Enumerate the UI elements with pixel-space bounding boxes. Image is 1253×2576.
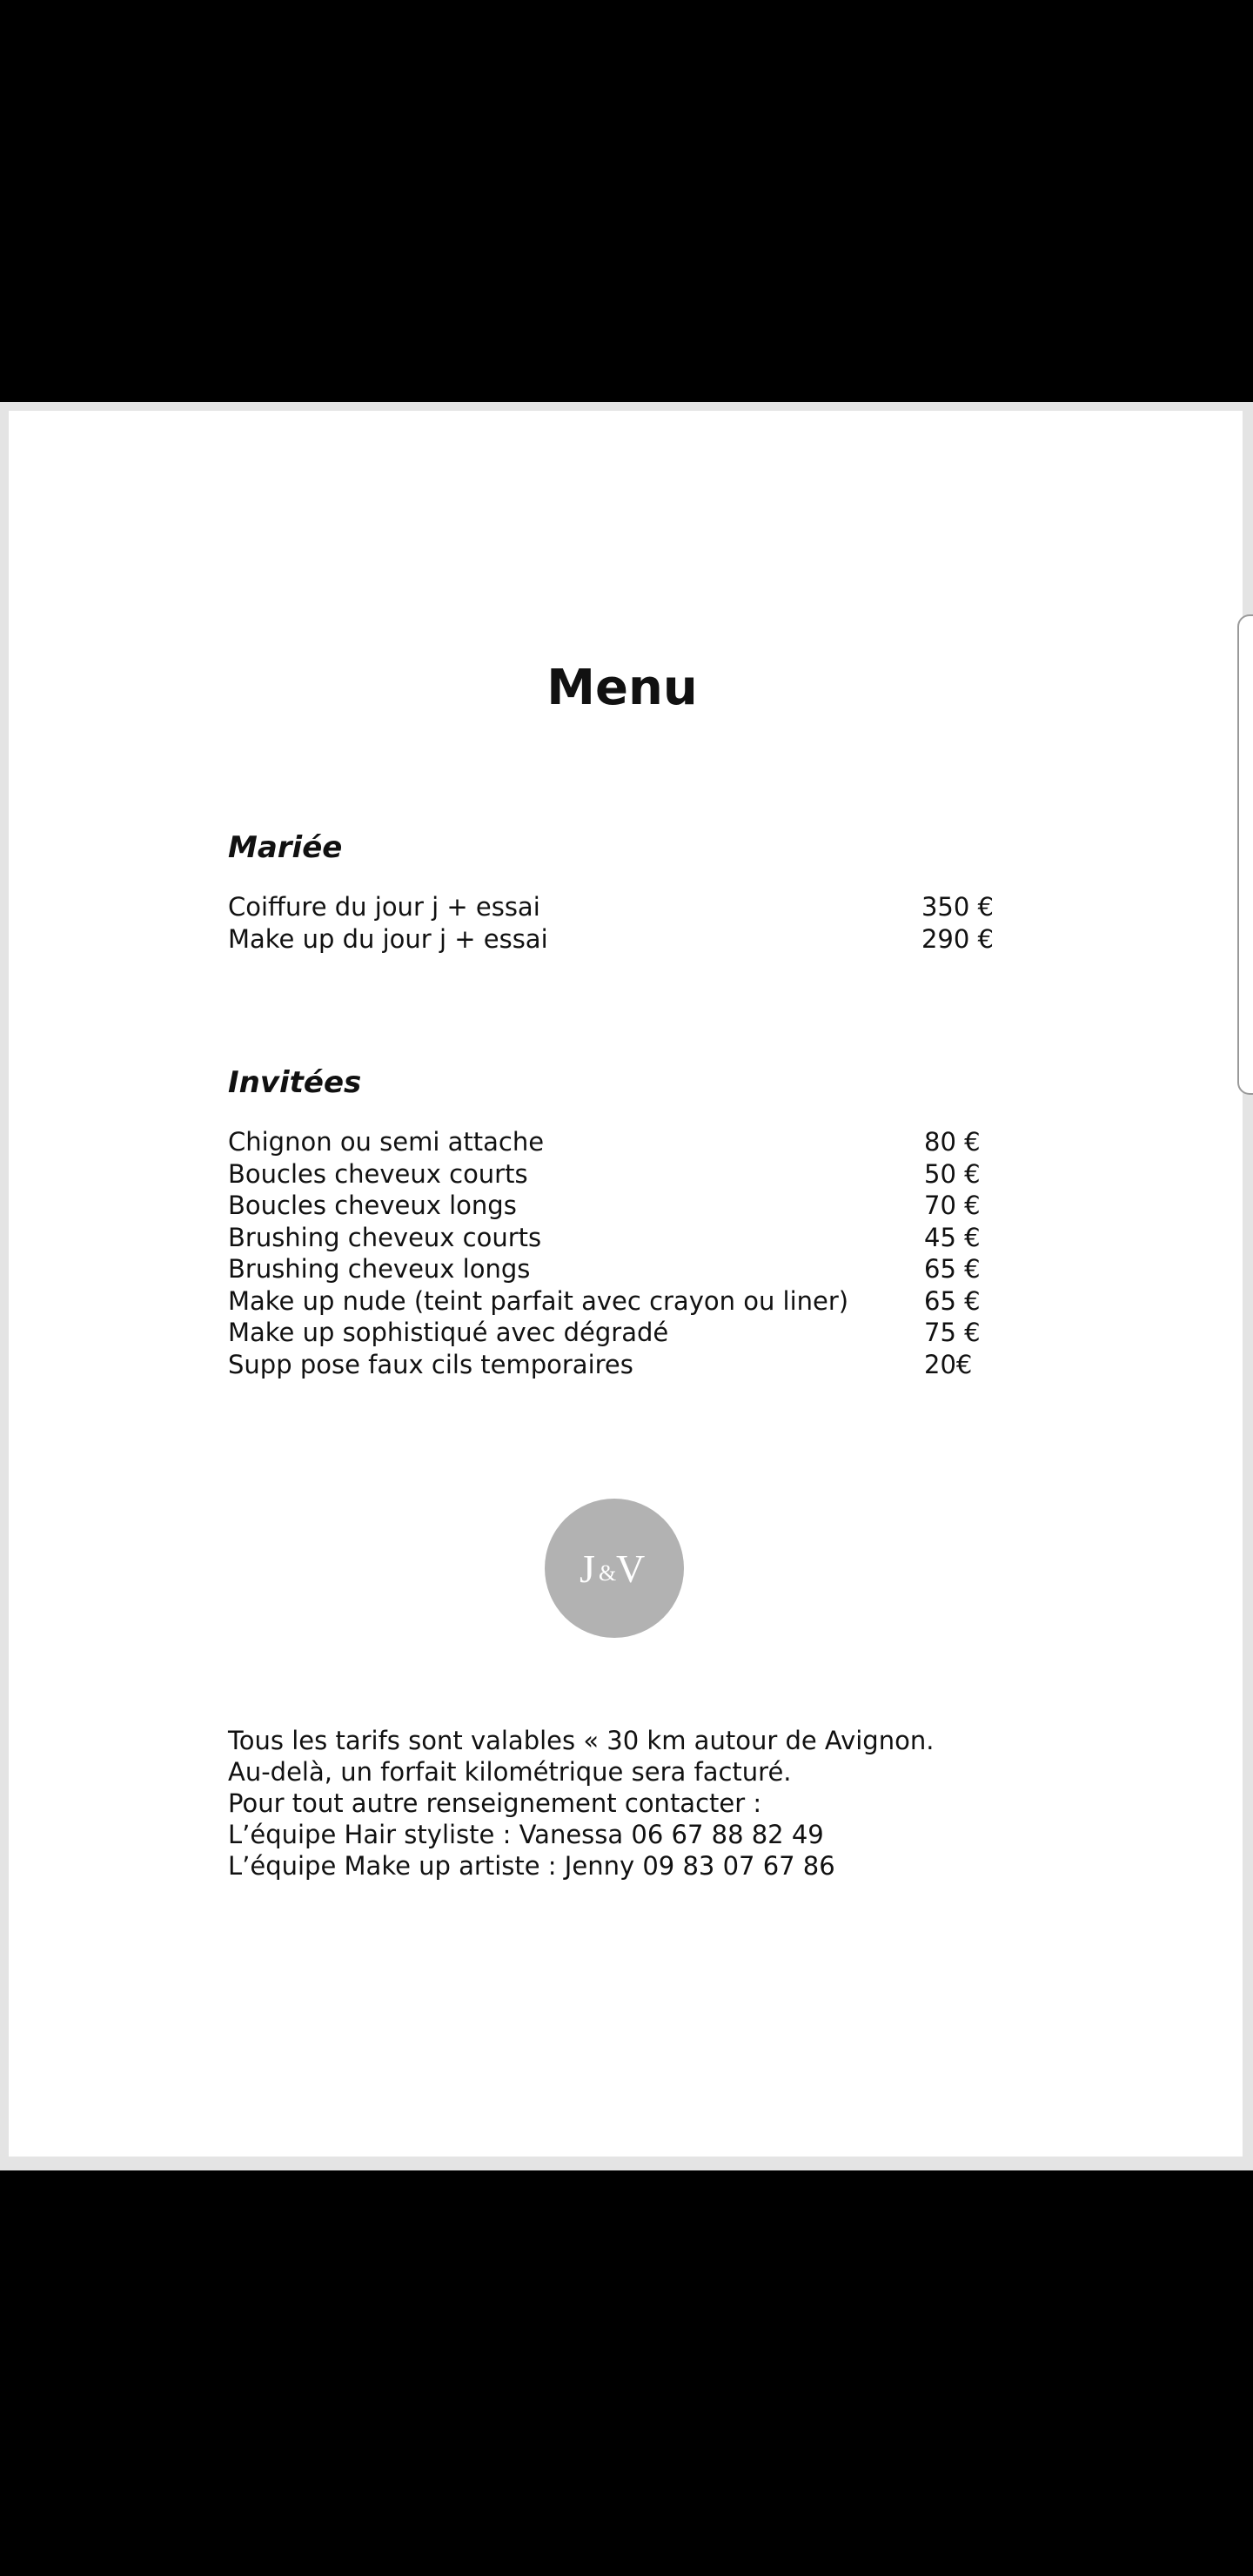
svg-text:&: &: [599, 1560, 617, 1586]
list-item: [228, 1253, 1011, 1285]
footer-line: L’équipe Make up artiste : Jenny 09 83 07 67 86: [228, 1851, 835, 1881]
list-item: [228, 1317, 1011, 1349]
footer-line: Au-delà, un forfait kilométrique sera facturé.: [228, 1757, 792, 1787]
item-price: 45 €: [924, 1222, 981, 1252]
section-heading-invitees: Invitées: [228, 1065, 362, 1100]
item-price: 80 €: [924, 1127, 981, 1157]
footer-line: Tous les tarifs sont valables « 30 km autour de Avignon.: [228, 1726, 935, 1755]
item-label: Coiffure du jour j + essai: [228, 892, 540, 922]
price-list-invitees: [228, 1126, 1011, 1380]
list-item: [228, 1158, 1011, 1191]
item-label: Make up nude (teint parfait avec crayon ou liner): [228, 1285, 849, 1316]
item-label: Boucles cheveux longs: [228, 1191, 517, 1220]
footer-line: L’équipe Hair styliste : Vanessa 06 67 88 82 49: [228, 1820, 824, 1849]
jv-monogram-icon: [545, 1499, 684, 1638]
page-title: Menu: [546, 660, 698, 716]
item-price: 20€: [924, 1349, 973, 1379]
item-label: Supp pose faux cils temporaires: [228, 1349, 633, 1379]
list-item: [228, 1285, 1011, 1318]
list-item: [228, 891, 994, 923]
jv-logo: [545, 1499, 684, 1638]
list-item: [228, 1190, 1011, 1222]
item-price: 65 €: [924, 1254, 981, 1284]
item-label: Make up sophistiqué avec dégradé: [228, 1318, 669, 1347]
price-list-mariee: [228, 891, 994, 955]
list-item: [228, 1349, 1011, 1381]
top-black-bar: [0, 0, 1253, 402]
item-label: Brushing cheveux courts: [228, 1222, 542, 1252]
footer-line: Pour tout autre renseignement contacter :: [228, 1788, 762, 1818]
svg-text:V: V: [616, 1546, 646, 1591]
list-item: [228, 1222, 1011, 1254]
item-label: Make up du jour j + essai: [228, 923, 548, 954]
item-price: 75 €: [924, 1318, 981, 1347]
list-item: [228, 923, 994, 956]
section-heading-mariee: Mariée: [228, 830, 343, 865]
item-label: Chignon ou semi attache: [228, 1127, 545, 1157]
footer-notes: [228, 1725, 1098, 1882]
list-item: [228, 1126, 1011, 1158]
item-price: 350 €: [921, 892, 994, 922]
svg-text:J: J: [580, 1546, 595, 1591]
item-price: 290 €: [921, 923, 994, 954]
item-price: 50 €: [924, 1158, 981, 1189]
item-price: 70 €: [924, 1191, 981, 1220]
item-label: Brushing cheveux longs: [228, 1254, 531, 1284]
bottom-black-bar: [0, 2170, 1253, 2576]
item-label: Boucles cheveux courts: [228, 1158, 528, 1189]
item-price: 65 €: [924, 1285, 981, 1316]
